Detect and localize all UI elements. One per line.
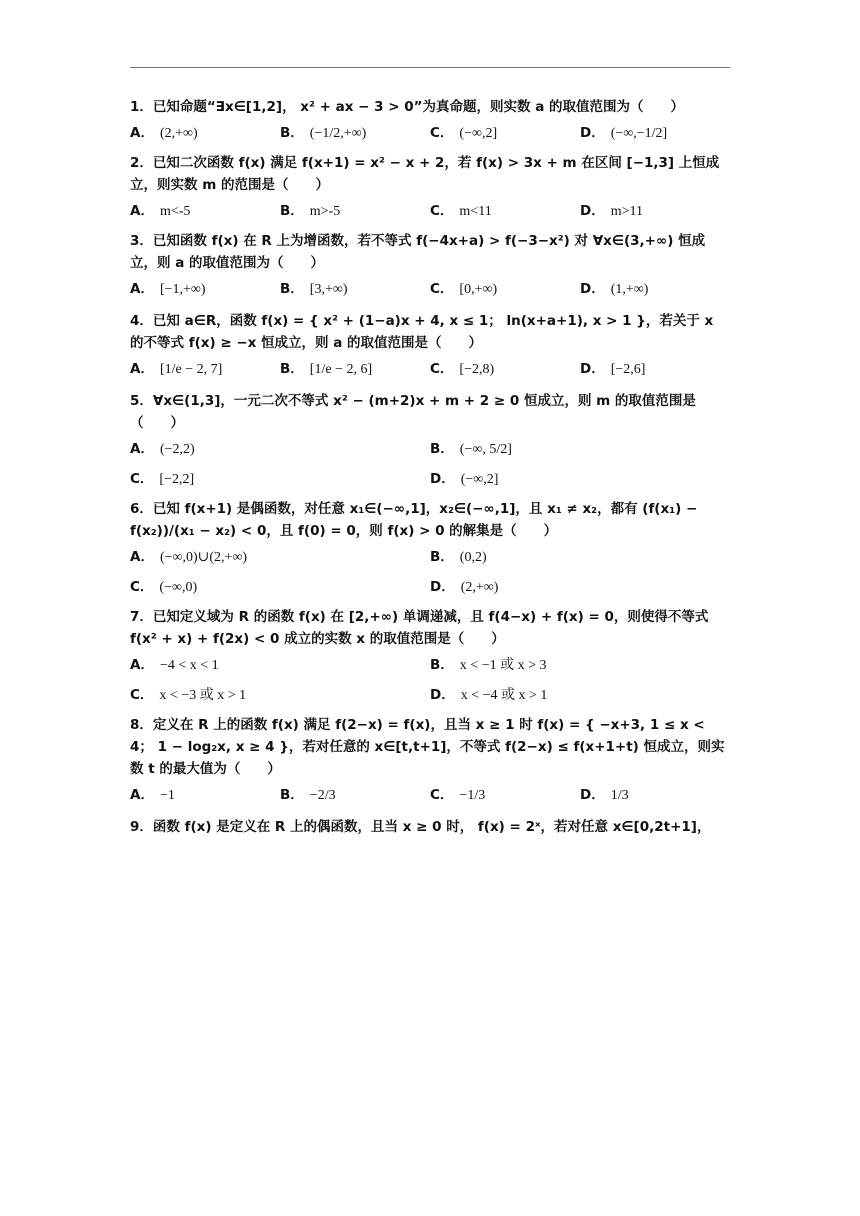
option-value: −2/3 <box>309 788 336 803</box>
option-label: A． <box>130 441 154 457</box>
question-number: 7． <box>130 609 153 625</box>
option-a[interactable] <box>130 650 219 681</box>
option-value: (2,+∞) <box>159 126 198 141</box>
option-c[interactable] <box>130 572 197 603</box>
option-a[interactable] <box>130 196 190 227</box>
question-number: 8． <box>130 717 153 733</box>
option-b[interactable] <box>280 118 366 149</box>
option-b[interactable] <box>280 780 336 811</box>
option-c[interactable] <box>430 274 497 305</box>
option-d[interactable] <box>430 572 498 603</box>
option-value: [1/e − 2, 6] <box>309 362 373 377</box>
option-value: [3,+∞) <box>309 282 348 297</box>
question-text: 已知二次函数 f(x) 满足 f(x+1) = x² − x + 2，若 f(x) > 3x + m 在区间 [−1,3] 上恒成立，则实数 m 的范围是（ ） <box>130 155 720 193</box>
question-stem <box>130 816 730 838</box>
option-label: A． <box>130 787 154 803</box>
question-stem <box>130 96 730 118</box>
option-label: B． <box>280 787 304 803</box>
option-label: A． <box>130 361 154 377</box>
option-c[interactable] <box>430 118 497 149</box>
options-row <box>130 464 730 494</box>
option-value: −4 < x < 1 <box>159 658 219 673</box>
question-text: 已知函数 f(x) 在 R 上为增函数，若不等式 f(−4x+a) > f(−3−x²) 对 ∀x∈(3,+∞) 恒成立，则 a 的取值范围为（ ） <box>130 233 706 271</box>
option-d[interactable] <box>430 680 547 711</box>
header-rule <box>130 67 730 68</box>
option-value: 1/3 <box>610 788 629 803</box>
option-value: (−∞,0)∪(2,+∞) <box>159 550 248 565</box>
option-c[interactable] <box>430 780 485 811</box>
question-6 <box>130 498 730 602</box>
options-row <box>130 434 730 464</box>
option-label: B． <box>280 125 304 141</box>
question-number: 6． <box>130 501 153 517</box>
option-value: (−∞,−1/2] <box>610 126 668 141</box>
question-number: 2． <box>130 155 153 171</box>
question-text: 已知 f(x+1) 是偶函数，对任意 x₁∈(−∞,1]，x₂∈(−∞,1]，且 x₁ ≠ x₂，都有 (f(x₁) − f(x₂))/(x₁ − x₂) < 0，且 f(0) = 0，则 f(x) > 0 的解集是（ ） <box>130 501 698 539</box>
option-label: A． <box>130 281 154 297</box>
option-label: C． <box>430 361 454 377</box>
question-8 <box>130 714 730 810</box>
options-row <box>130 650 730 680</box>
option-value: −1/3 <box>459 788 486 803</box>
question-1 <box>130 96 730 148</box>
option-label: D． <box>580 361 605 377</box>
question-number: 1． <box>130 99 153 115</box>
options-row <box>130 274 730 304</box>
option-label: A． <box>130 549 154 565</box>
options-row <box>130 118 730 148</box>
question-text: ∀x∈(1,3]，一元二次不等式 x² − (m+2)x + m + 2 ≥ 0 恒成立，则 m 的取值范围是（ ） <box>130 393 696 431</box>
question-text: 定义在 R 上的函数 f(x) 满足 f(2−x) = f(x)，且当 x ≥ 1 时 f(x) = { −x+3, 1 ≤ x < 4； 1 − log₂x, x ≥ 4 }，若对任意的 x∈[t,t+1]，不等式 f(2−x) ≤ f(x+1+t) 恒成立，则实数 t 的最大值为（ ） <box>130 717 725 777</box>
option-label: C． <box>130 687 154 703</box>
option-label: D． <box>580 281 605 297</box>
question-2 <box>130 152 730 226</box>
question-4 <box>130 310 730 384</box>
question-number: 3． <box>130 233 153 249</box>
option-label: D． <box>430 579 455 595</box>
option-label: B． <box>430 441 454 457</box>
option-d[interactable] <box>430 464 498 495</box>
question-list <box>130 96 730 838</box>
option-value: x < −4 或 x > 1 <box>460 688 548 703</box>
options-row <box>130 780 730 810</box>
option-value: [−2,2] <box>159 472 195 487</box>
question-stem <box>130 606 730 650</box>
option-value: [0,+∞) <box>459 282 498 297</box>
options-row <box>130 680 730 710</box>
question-stem <box>130 310 730 354</box>
option-d[interactable] <box>580 354 645 385</box>
question-3 <box>130 230 730 304</box>
option-label: B． <box>280 281 304 297</box>
option-label: D． <box>580 787 605 803</box>
option-value: (2,+∞) <box>460 580 499 595</box>
option-value: [−2,6] <box>610 362 646 377</box>
option-value: (−∞, 5/2] <box>459 442 512 457</box>
option-b[interactable] <box>280 274 348 305</box>
option-value: (0,2) <box>459 550 487 565</box>
question-text: 已知定义域为 R 的函数 f(x) 在 [2,+∞) 单调递减，且 f(4−x) + f(x) = 0，则使得不等式 f(x² + x) + f(2x) < 0 成立的实数 x 的取值范围是（ ） <box>130 609 709 647</box>
option-label: C． <box>430 203 454 219</box>
option-label: D． <box>580 125 605 141</box>
option-a[interactable] <box>130 542 247 573</box>
question-7 <box>130 606 730 710</box>
option-d[interactable] <box>580 196 643 227</box>
option-value: x < −1 或 x > 3 <box>459 658 547 673</box>
option-label: C． <box>130 579 154 595</box>
option-b[interactable] <box>280 354 372 385</box>
option-label: C． <box>430 281 454 297</box>
option-label: C． <box>130 471 154 487</box>
question-number: 4． <box>130 313 153 329</box>
option-c[interactable] <box>430 196 492 227</box>
option-value: (−∞,2] <box>460 472 499 487</box>
option-value: [−2,8) <box>459 362 495 377</box>
option-b[interactable] <box>430 434 512 465</box>
option-b[interactable] <box>430 650 546 681</box>
options-row <box>130 572 730 602</box>
option-value: (−∞,0) <box>159 580 198 595</box>
option-b[interactable] <box>430 542 487 573</box>
option-value: m<-5 <box>159 204 191 219</box>
question-stem <box>130 498 730 542</box>
option-label: B． <box>280 203 304 219</box>
option-d[interactable] <box>580 274 648 305</box>
question-stem <box>130 230 730 274</box>
option-value: m>11 <box>610 204 643 219</box>
option-value: m<11 <box>459 204 492 219</box>
options-row <box>130 196 730 226</box>
option-a[interactable] <box>130 434 195 465</box>
question-stem <box>130 152 730 196</box>
option-value: (−∞,2] <box>459 126 498 141</box>
option-label: A． <box>130 657 154 673</box>
option-label: B． <box>280 361 304 377</box>
option-value: (1,+∞) <box>610 282 649 297</box>
option-d[interactable] <box>580 118 667 149</box>
option-label: C． <box>430 787 454 803</box>
option-a[interactable] <box>130 274 206 305</box>
option-c[interactable] <box>130 680 246 711</box>
option-a[interactable] <box>130 118 198 149</box>
option-label: D． <box>430 687 455 703</box>
option-value: [−1,+∞) <box>159 282 206 297</box>
question-text: 已知命题“∃x∈[1,2]， x² + ax − 3 > 0”为真命题，则实数 a 的取值范围为（ ） <box>152 99 685 115</box>
option-value: [1/e − 2, 7] <box>159 362 223 377</box>
option-value: m>-5 <box>309 204 341 219</box>
option-c[interactable] <box>130 464 194 495</box>
option-label: D． <box>430 471 455 487</box>
option-value: (−2,2) <box>159 442 195 457</box>
options-row <box>130 542 730 572</box>
options-row <box>130 354 730 384</box>
option-c[interactable] <box>430 354 494 385</box>
option-label: B． <box>430 549 454 565</box>
option-label: D． <box>580 203 605 219</box>
option-label: B． <box>430 657 454 673</box>
question-9 <box>130 816 730 838</box>
question-number: 9． <box>130 819 153 835</box>
option-value: −1 <box>159 788 175 803</box>
question-stem <box>130 390 730 434</box>
option-label: A． <box>130 203 154 219</box>
question-text: 已知 a∈R，函数 f(x) = { x² + (1−a)x + 4, x ≤ 1； ln(x+a+1), x > 1 }，若关于 x 的不等式 f(x) ≥ −x 恒成立，则 a 的取值范围是（ ） <box>130 313 714 351</box>
option-label: A． <box>130 125 154 141</box>
option-d[interactable] <box>580 780 629 811</box>
option-value: x < −3 或 x > 1 <box>159 688 247 703</box>
option-a[interactable] <box>130 780 175 811</box>
question-text: 函数 f(x) 是定义在 R 上的偶函数，且当 x ≥ 0 时， f(x) = 2ˣ，若对任意 x∈[0,2t+1]， <box>152 819 711 835</box>
question-number: 5． <box>130 393 153 409</box>
option-b[interactable] <box>280 196 340 227</box>
question-5 <box>130 390 730 494</box>
option-label: C． <box>430 125 454 141</box>
option-value: (−1/2,+∞) <box>309 126 367 141</box>
question-stem <box>130 714 730 780</box>
option-a[interactable] <box>130 354 222 385</box>
